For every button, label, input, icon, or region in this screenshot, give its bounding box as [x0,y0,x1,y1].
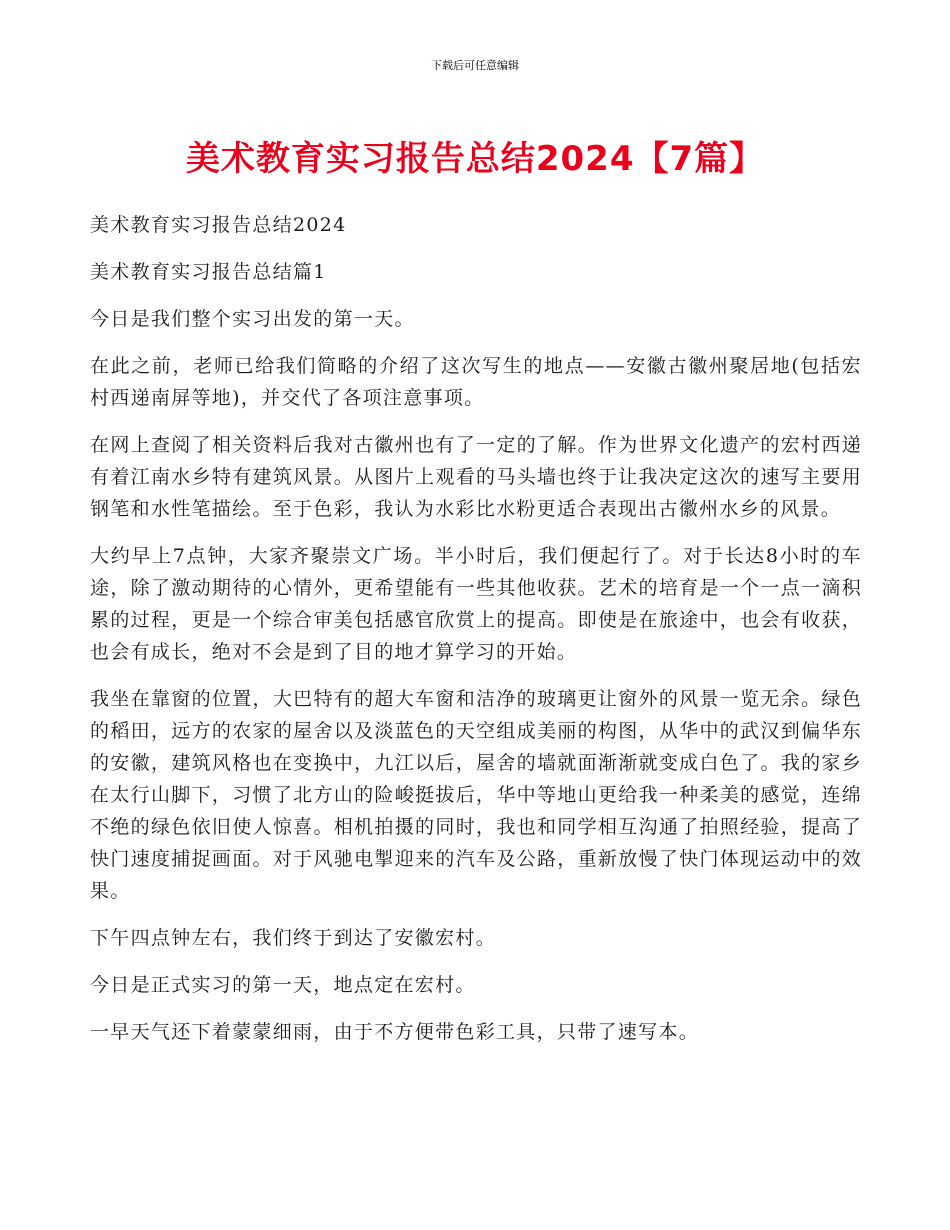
paragraph: 下午四点钟左右，我们终于到达了安徽宏村。 [90,927,497,949]
paragraph: 一早天气还下着蒙蒙细雨，由于不方便带色彩工具，只带了速写本。 [90,1021,700,1043]
paragraph: 我坐在靠窗的位置，大巴特有的超大车窗和洁净的玻璃更让窗外的风景一览无余。绿色的稻田，远方的农家的屋舍以及淡蓝色的天空组成美丽的构图，从华中的武汉到偏华东的安徽，建筑风格也在变换中，九江以后，屋舍的墙就面渐渐就变成白色了。我的家乡在太行山脚下，习惯了北方山的险峻挺拔后，华中等地山更给我一种柔美的感觉，连绵不绝的绿色依旧使人惊喜。相机拍摄的同时，我也和同学相互沟通了拍照经验，提高了快门速度捕捉画面。对于风驰电掣迎来的汽车及公路，重新放慢了快门体现运动中的效果。 [90,688,862,902]
paragraph: 在网上查阅了相关资料后我对古徽州也有了一定的了解。作为世界文化遗产的宏村西递有着江南水乡特有建筑风景。从图片上观看的马头墙也终于让我决定这次的速写主要用钢笔和水性笔描绘。至于色彩，我认为水彩比水粉更适合表现出古徽州水乡的风景。 [90,434,862,520]
document-title: 美术教育实习报告总结2024【7篇】 [185,139,765,179]
paragraph-section-heading: 美术教育实习报告总结篇1 [90,261,327,283]
document-body [90,209,862,1063]
paragraph: 今日是我们整个实习出发的第一天。 [90,308,415,330]
paragraph: 大约早上7点钟，大家齐聚崇文广场。半小时后，我们便起行了。对于长达8小时的车途，除了激动期待的心情外，更希望能有一些其他收获。艺术的培育是一个一点一滴积累的过程，更是一个综合审美包括感官欣赏上的提高。即使是在旅途中，也会有收获，也会有成长，绝对不会是到了目的地才算学习的开始。 [90,545,862,663]
header-note: 下载后可任意编辑 [431,59,519,72]
paragraph-subtitle: 美术教育实习报告总结2024 [90,214,347,236]
paragraph: 今日是正式实习的第一天，地点定在宏村。 [90,974,476,996]
paragraph: 在此之前，老师已给我们简略的介绍了这次写生的地点——安徽古徽州聚居地(包括宏村西递南屏等地)，并交代了各项注意事项。 [90,355,862,409]
